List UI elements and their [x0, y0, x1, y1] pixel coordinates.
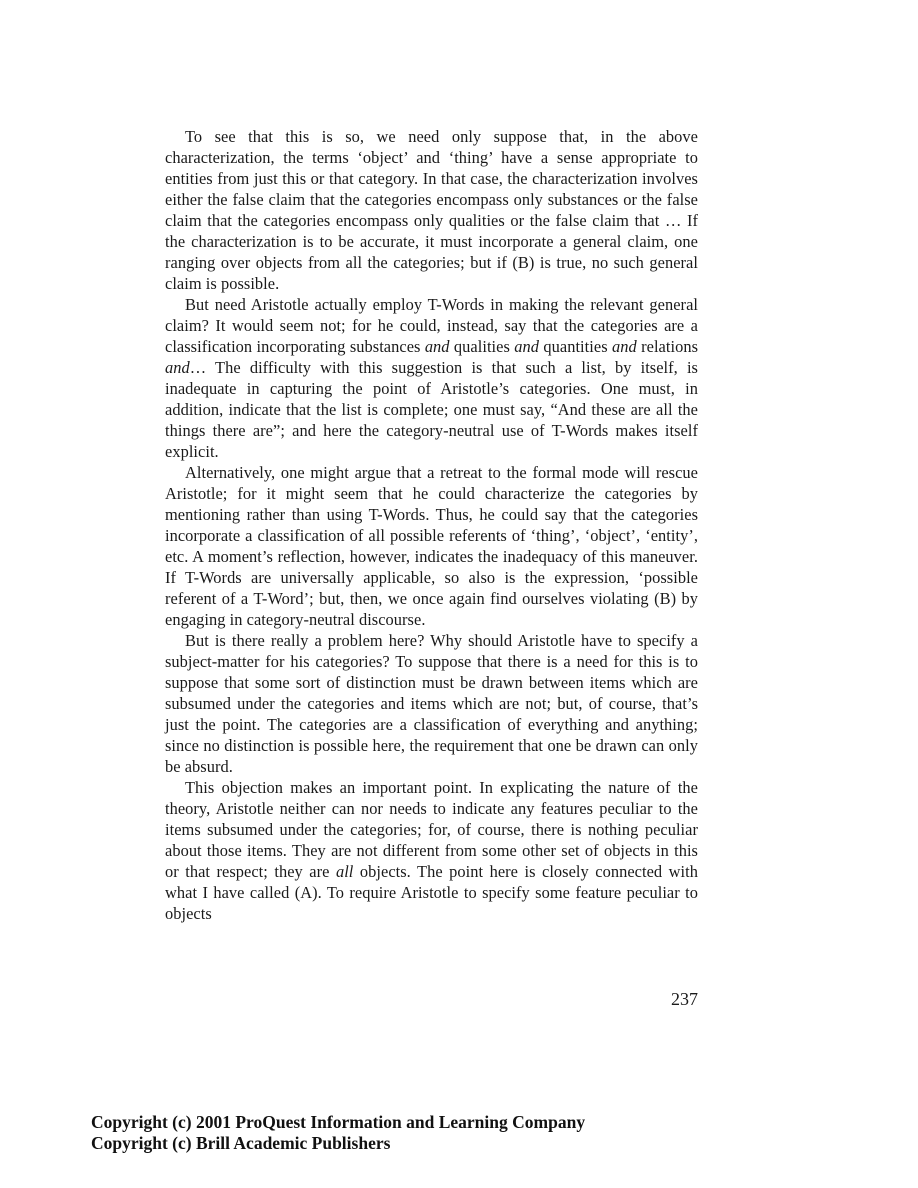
copyright-footer: [91, 1112, 585, 1154]
paragraph: [165, 126, 698, 294]
body-text: [165, 126, 698, 924]
copyright-line-proquest: Copyright (c) 2001 ProQuest Information and Learning Company: [91, 1112, 586, 1132]
paragraph: [165, 777, 698, 924]
emphasis-text: and: [612, 337, 637, 356]
paragraph-text: objects. The point here is closely connected with what I have called (A). To require Aristotle to specify some feature peculiar to objects: [165, 862, 698, 923]
paragraph-text: quantities: [539, 337, 612, 356]
emphasis-text: and: [514, 337, 540, 356]
copyright-line-brill: Copyright (c) Brill Academic Publishers: [91, 1133, 391, 1153]
paragraph-text: But is there really a problem here? Why should Aristotle have to specify a subject-matter for his categories? To suppose that there is a need for this is to suppose that some sort of distinction must be drawn between items which are subsumed under the categories and items which are not; but, of course, that’s just the point. The categories are a classification of everything and anything; since no distinction is possible here, the requirement that one be drawn can only be absurd.: [165, 631, 698, 776]
paragraph-text: relations: [636, 337, 699, 356]
paragraph-text: But need Aristotle actually employ T-Words in making the relevant general claim? It would seem not; for he could, instead, say that the categories are a classification incorporating substances: [165, 295, 698, 356]
paragraph-text: To see that this is so, we need only suppose that, in the above characterization, the terms ‘object’ and ‘thing’ have a sense appropriate to entities from just this or that category. In that case, the characterization involves either the false claim that the categories encompass only substances or the false claim that the categories encompass only qualities or the false claim that … If the characterization is to be accurate, it must incorporate a general claim, one ranging over objects from all the categories; but if (B) is true, no such general claim is possible.: [165, 127, 698, 293]
paragraph: [165, 462, 698, 630]
paragraph: [165, 630, 698, 777]
emphasis-text: and: [424, 337, 450, 356]
paragraph: [165, 294, 698, 462]
paragraph-text: qualities: [449, 337, 515, 356]
paragraph-text: Alternatively, one might argue that a retreat to the formal mode will rescue Aristotle; for it might seem that he could characterize the categories by mentioning rather than using T-Words. Thus, he could say that the categories incorporate a classification of all possible referents of ‘thing’, ‘object’, ‘entity’, etc. A moment’s reflection, however, indicates the inadequacy of this maneuver. If T-Words are universally applicable, so also is the expression, ‘possible referent of a T-Word’; but, then, we once again find ourselves violating (B) by engaging in category-neutral discourse.: [165, 463, 698, 629]
page-number: 237: [671, 989, 698, 1009]
emphasis-text: all: [335, 862, 354, 881]
paragraph-text: This objection makes an important point. In explicating the nature of the theory, Aristotle neither can nor needs to indicate any features peculiar to the items subsumed under the categories; for, of course, there is nothing peculiar about those items. They are not different from some other set of objects in this or that respect; they are: [165, 778, 698, 881]
paragraph-text: … The difficulty with this suggestion is that such a list, by itself, is inadequate in capturing the point of Aristotle’s categories. One must, in addition, indicate that the list is complete; one must say, “And these are all the things there are”; and here the category-neutral use of T-Words makes itself explicit.: [165, 358, 698, 461]
emphasis-text: and: [165, 358, 190, 377]
